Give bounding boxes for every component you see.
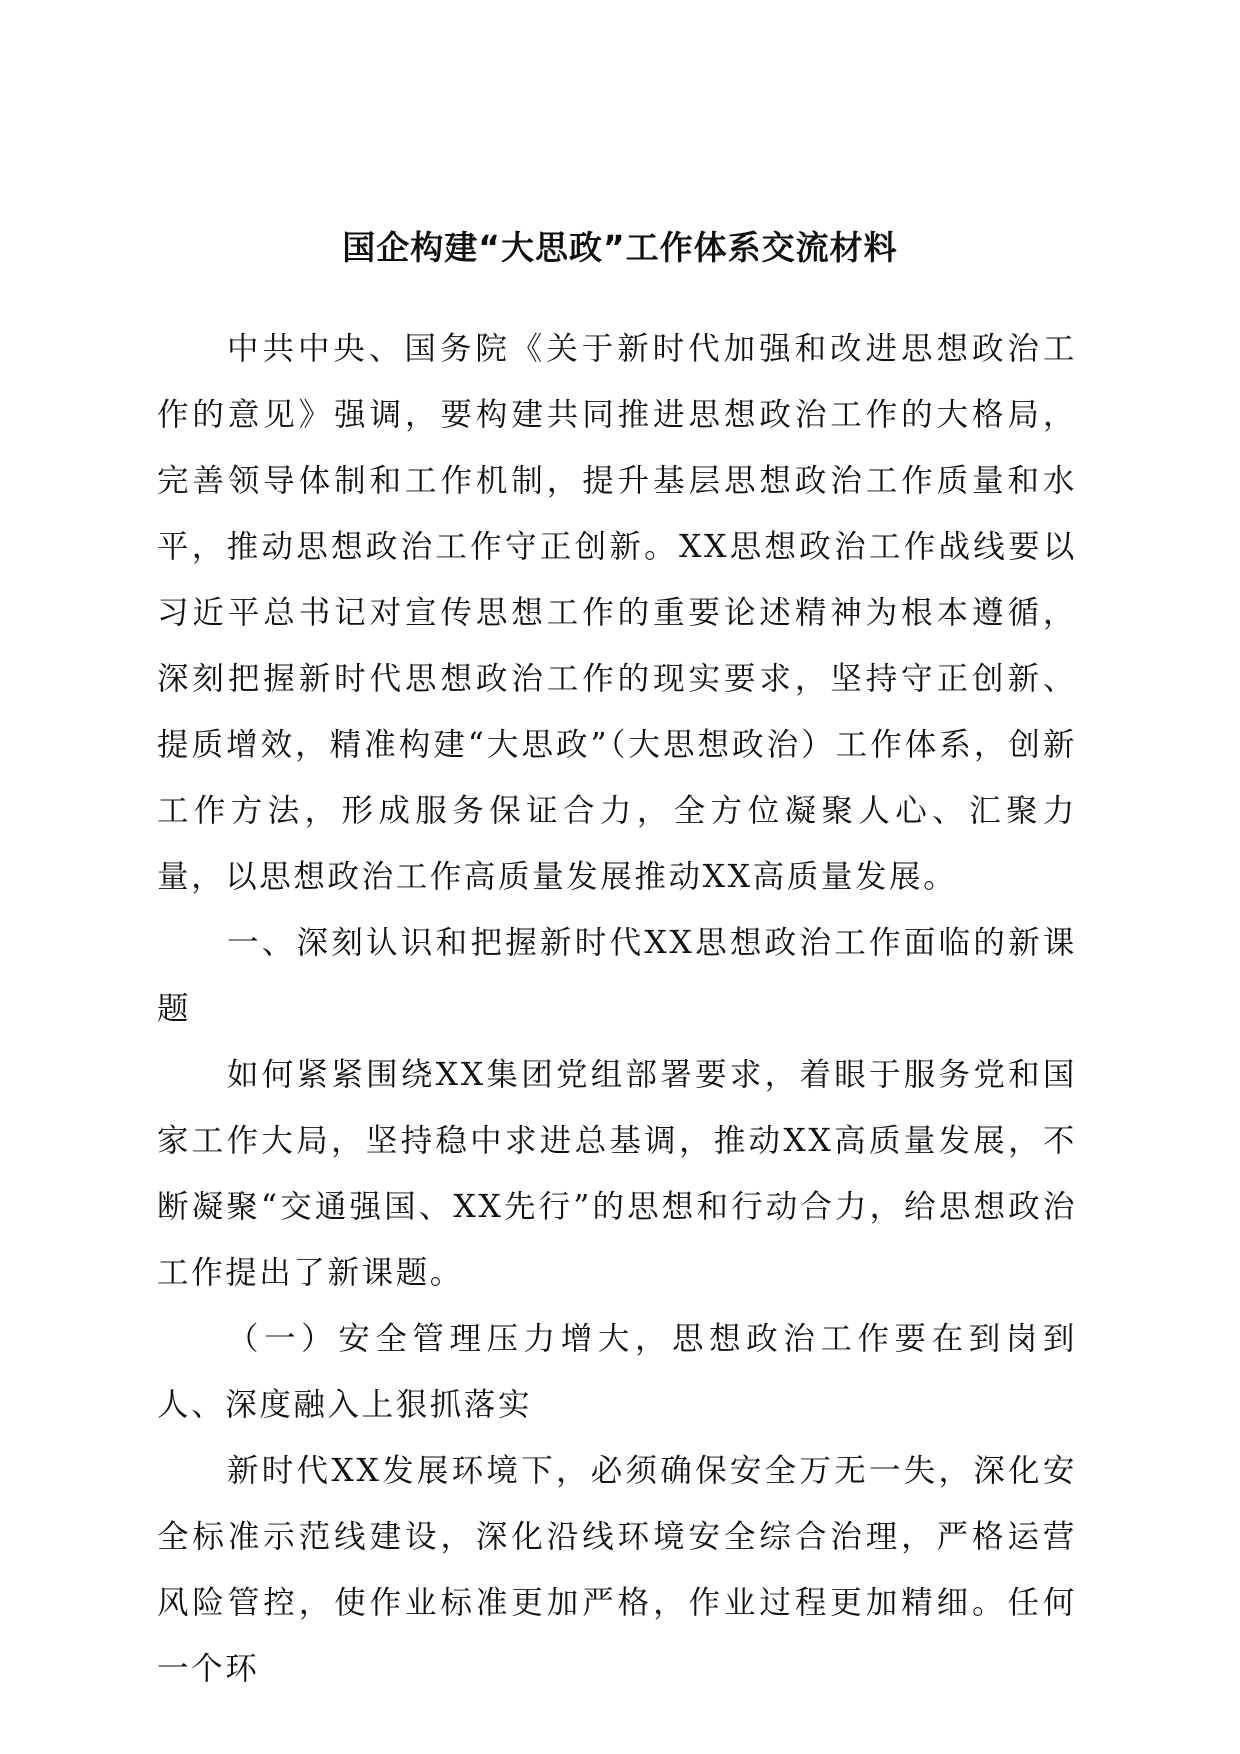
paragraph-subsection-1: 新时代XX发展环境下，必须确保安全万无一失，深化安全标准示范线建设，深化沿线环境安全综合治理，严格运营风险管控，使作业标准更加严格，作业过程更加精细。任何一个环 <box>157 1453 1077 1687</box>
document-body <box>157 316 1077 1702</box>
section-heading-1: 一、深刻认识和把握新时代XX思想政治工作面临的新课题 <box>157 925 1077 1027</box>
paragraph-intro: 中共中央、国务院《关于新时代加强和改进思想政治工作的意见》强调，要构建共同推进思想政治工作的大格局，完善领导体制和工作机制，提升基层思想政治工作质量和水平，推动思想政治工作守正创新。XX思想政治工作战线要以习近平总书记对宣传思想工作的重要论述精神为根本遵循，深刻把握新时代思想政治工作的现实要求，坚持守正创新、提质增效，精准构建“大思政”（大思想政治）工作体系，创新工作方法，形成服务保证合力，全方位凝聚人心、汇聚力量，以思想政治工作高质量发展推动XX高质量发展。 <box>157 331 1077 895</box>
subsection-heading-1: （一）安全管理压力增大，思想政治工作要在到岗到人、深度融入上狠抓落实 <box>157 1321 1077 1423</box>
paragraph-section-1: 如何紧紧围绕XX集团党组部署要求，着眼于服务党和国家工作大局，坚持稳中求进总基调，推动XX高质量发展，不断凝聚“交通强国、XX先行”的思想和行动合力，给思想政治工作提出了新课题。 <box>157 1057 1077 1291</box>
document-title: 国企构建“大思政”工作体系交流材料 <box>342 228 898 267</box>
